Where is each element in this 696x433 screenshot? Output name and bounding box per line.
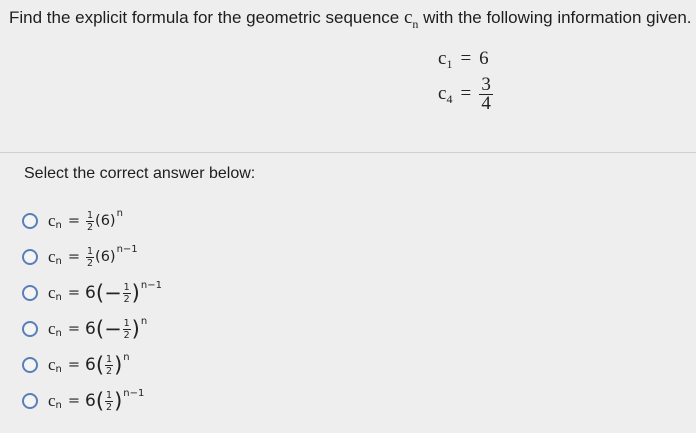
question-text — [9, 6, 693, 31]
option-equals: = — [67, 321, 81, 337]
given-c1-var: c — [438, 48, 447, 69]
given-c1-sub: 1 — [446, 56, 453, 71]
option-frac-num: 1 — [106, 389, 113, 401]
option-lhs: c — [48, 283, 56, 302]
option-base: (6) — [95, 213, 116, 229]
answer-options — [22, 203, 162, 419]
option-coefficient: 6 — [85, 283, 96, 303]
answer-option-6[interactable] — [22, 383, 162, 419]
option-lhs-sub: n — [55, 363, 62, 375]
option-lhs-sub: n — [55, 399, 62, 411]
option-formula — [48, 387, 145, 413]
answer-option-2[interactable] — [22, 239, 162, 275]
option-lhs-sub: n — [55, 255, 62, 267]
answer-prompt: Select the correct answer below: — [24, 165, 256, 182]
option-fraction — [105, 355, 113, 376]
given-c4 — [438, 72, 518, 116]
option-equals: = — [67, 285, 81, 301]
option-lhs: c — [48, 211, 56, 230]
option-frac-num: 1 — [123, 317, 130, 329]
option-lhs-sub: n — [55, 219, 62, 231]
option-exponent: n — [140, 315, 148, 327]
question-suffix: with the following information given. — [418, 8, 692, 27]
given-c4-var: c — [438, 83, 447, 104]
question-var-letter: c — [403, 7, 413, 28]
radio-button[interactable] — [22, 285, 38, 301]
option-base: (6) — [95, 249, 116, 265]
radio-button[interactable] — [22, 393, 38, 409]
option-frac-den: 2 — [123, 293, 130, 305]
given-c4-equals: = — [460, 83, 472, 104]
option-formula — [48, 315, 148, 341]
option-close-paren: ) — [114, 389, 123, 413]
option-formula — [48, 243, 138, 269]
option-formula — [48, 207, 123, 233]
option-equals: = — [67, 213, 81, 229]
option-frac-den: 2 — [123, 329, 130, 341]
question-var — [403, 7, 419, 31]
option-frac-den: 2 — [106, 365, 113, 377]
option-frac-num: 1 — [106, 353, 113, 365]
option-frac-num: 1 — [123, 281, 130, 293]
answer-option-1[interactable] — [22, 203, 162, 239]
option-lhs-sub: n — [55, 327, 62, 339]
radio-button[interactable] — [22, 321, 38, 337]
option-lhs-sub: n — [55, 291, 62, 303]
option-fraction — [123, 283, 131, 304]
option-exponent: n — [116, 207, 123, 219]
answer-option-4[interactable] — [22, 311, 162, 347]
option-lhs: c — [48, 247, 56, 266]
option-formula — [48, 279, 162, 305]
given-c4-fraction — [479, 73, 493, 114]
option-frac-den: 2 — [106, 401, 113, 413]
option-close-paren: ) — [114, 353, 123, 377]
option-frac-num: 1 — [87, 209, 94, 221]
option-frac-num: 1 — [87, 245, 94, 257]
given-c4-numerator: 3 — [481, 73, 491, 95]
given-c1-value: 6 — [479, 48, 489, 69]
section-divider — [0, 152, 696, 153]
answer-option-3[interactable] — [22, 275, 162, 311]
given-c4-sub: 4 — [446, 91, 453, 106]
option-frac-den: 2 — [87, 221, 94, 233]
option-open-paren: ( — [95, 353, 105, 377]
option-close-paren: ) — [131, 281, 140, 305]
option-equals: = — [67, 357, 81, 373]
option-open-paren: ( — [95, 389, 105, 413]
option-exponent: n−1 — [116, 243, 138, 255]
radio-button[interactable] — [22, 249, 38, 265]
option-lhs: c — [48, 391, 56, 410]
option-lhs: c — [48, 355, 56, 374]
option-open-paren: (− — [95, 281, 122, 305]
given-values — [438, 46, 518, 116]
option-fraction — [86, 247, 94, 268]
option-formula — [48, 351, 130, 377]
option-coefficient: 6 — [85, 391, 96, 411]
given-c1-equals: = — [460, 48, 472, 69]
option-open-paren: (− — [95, 317, 122, 341]
answer-option-5[interactable] — [22, 347, 162, 383]
option-coefficient: 6 — [85, 319, 96, 339]
given-c1 — [438, 46, 518, 72]
option-equals: = — [67, 393, 81, 409]
question-prefix: Find the explicit formula for the geometric sequence — [9, 8, 404, 27]
option-close-paren: ) — [131, 317, 140, 341]
option-fraction — [86, 211, 94, 232]
option-exponent: n — [123, 351, 130, 363]
option-fraction — [123, 319, 131, 340]
option-lhs: c — [48, 319, 56, 338]
question-var-sub: n — [412, 17, 419, 31]
option-frac-den: 2 — [87, 257, 94, 269]
option-fraction — [105, 391, 113, 412]
option-exponent: n−1 — [140, 279, 162, 291]
radio-button[interactable] — [22, 213, 38, 229]
given-c4-denominator: 4 — [481, 92, 491, 114]
option-equals: = — [67, 249, 81, 265]
radio-button[interactable] — [22, 357, 38, 373]
option-exponent: n−1 — [123, 387, 145, 399]
option-coefficient: 6 — [85, 355, 96, 375]
